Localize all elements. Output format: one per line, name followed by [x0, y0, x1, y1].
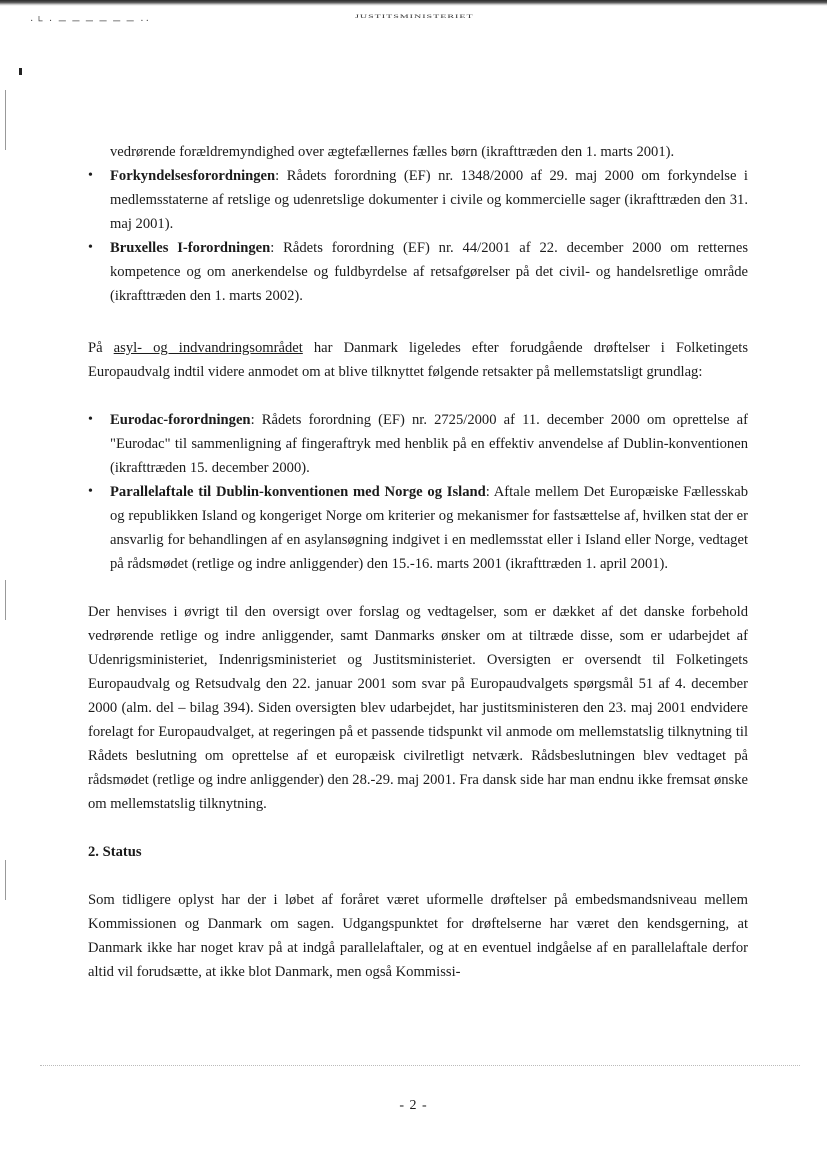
list-item	[88, 164, 748, 236]
asylum-area-term: asyl- og indvandringsområdet	[113, 340, 303, 356]
list-item	[88, 408, 748, 480]
scan-edge-line	[5, 90, 6, 150]
scan-edge-line	[5, 860, 6, 900]
list-item	[88, 236, 748, 308]
regulation-list-asylum	[88, 408, 748, 576]
section-heading: 2. Status	[88, 844, 142, 860]
regulation-text: : Rådets forordning (EF) nr. 44/2001 af 22. december 2000 om retternes kompetence og om anerkendelse og fuldbyrdelse af retsafgørelser på det civil- og handelsretlige område (ikrafttræden den 1. marts 2002).	[110, 240, 749, 304]
overview-paragraph: Der henvises i øvrigt til den oversigt over forslag og vedtagelser, som er dækket af det danske forbehold vedrørende retlige og indre anliggender, samt Danmarks ønsker om at tiltræde disse, som er udarbejdet af Udenrigsministeriet, Indenrigsministeriet og Justitsministeriet. Oversigten er oversendt til Folketingets Europaudvalg og Retsudvalg den 22. januar 2001 som svar på Europaudvalgets spørgsmål 51 af 4. december 2000 (alm. del – bilag 394). Siden oversigten blev udarbejdet, har justitsministeren den 23. maj 2001 endvidere forelagt for Europaudvalget, at regeringen på et passende tidspunkt vil anmode om mellemstatslig tilknytning til Rådets beslutning om oprettelse af et europæisk civilretligt netværk. Rådsbeslutningen blev vedtaget på rådsmødet (retlige og indre anliggender) den 28.-29. maj 2001. Fra dansk side har man endnu ikke fremsat ønske om mellemstatslig tilknytning.	[88, 604, 748, 812]
bullet-icon: •	[88, 412, 93, 427]
document-body	[88, 140, 748, 984]
list-item	[88, 480, 748, 576]
scan-top-edge	[0, 0, 827, 6]
regulation-title: Eurodac-forordningen	[110, 412, 251, 428]
page-number: - 2 -	[399, 1098, 428, 1113]
regulation-title: Forkyndelsesforordningen	[110, 168, 276, 184]
regulation-text: : Aftale mellem Det Europæiske Fællesskab og republikken Island og kongeriget Norge om kriterier og mekanismer for fastsættelse af, hvilken stat der er ansvarlig for behandlingen af en asylansøgning indgivet i en medlemsstat eller i Island eller Norge, vedtaget på rådsmødet (retlige og indre anliggender) den 15.-16. marts 2001 (ikrafttræden 1. april 2001).	[110, 484, 748, 572]
regulation-text: : Rådets forordning (EF) nr. 1348/2000 af 29. maj 2000 om forkyndelse i medlemsstaterne af retslige og udenretslige dokumenter i civile og kommercielle sager (ikrafttræden den 31. maj 2001).	[110, 168, 748, 232]
asylum-text: har Danmark ligeledes efter forudgående drøftelser i Folketingets Europaudvalg indtil videre anmodet om at blive tilknyttet følgende retsakter på mellemstatsligt grundlag:	[88, 340, 749, 380]
scan-footer-dots	[40, 1065, 800, 1067]
status-paragraph: Som tidligere oplyst har der i løbet af foråret været uformelle drøftelser på embedsmandsniveau mellem Kommissionen og Danmark om sagen. Udgangspunktet for drøftelserne har været den kendsgerning, at Danmark ikke har noget krav på at indgå parallelaftaler, og at en eventuel indgåelse af en parallelaftale derfor altid vil forudsætte, at ikke blot Danmark, men også Kommissi-	[88, 892, 748, 980]
regulation-text: : Rådets forordning (EF) nr. 2725/2000 af 11. december 2000 om oprettelse af "Eurodac" til sammenligning af fingeraftryk med henblik på en effektiv anvendelse af Dublin-konventionen (ikrafttræden 15. december 2000).	[110, 412, 748, 476]
regulation-title: Parallelaftale til Dublin-konventionen med Norge og Island	[110, 484, 486, 500]
fax-header-fragments: ·└ · ─ ─ ─ ─ ─ ─ ··	[30, 16, 151, 27]
fax-header-sender: JUSTITSMINISTERIET	[355, 14, 474, 20]
bullet-icon: •	[88, 484, 93, 499]
scan-edge-line	[5, 580, 6, 620]
regulation-list-civil	[88, 164, 748, 308]
asylum-prefix: På	[88, 340, 114, 356]
regulation-title: Bruxelles I-forordningen	[110, 240, 271, 256]
bullet-icon: •	[88, 168, 93, 183]
scan-mark	[19, 68, 22, 75]
bullet-icon: •	[88, 240, 93, 255]
asylum-paragraph	[88, 336, 748, 384]
intro-continuation: vedrørende forældremyndighed over ægtefællernes fælles børn (ikrafttræden den 1. marts 2001).	[110, 144, 675, 160]
